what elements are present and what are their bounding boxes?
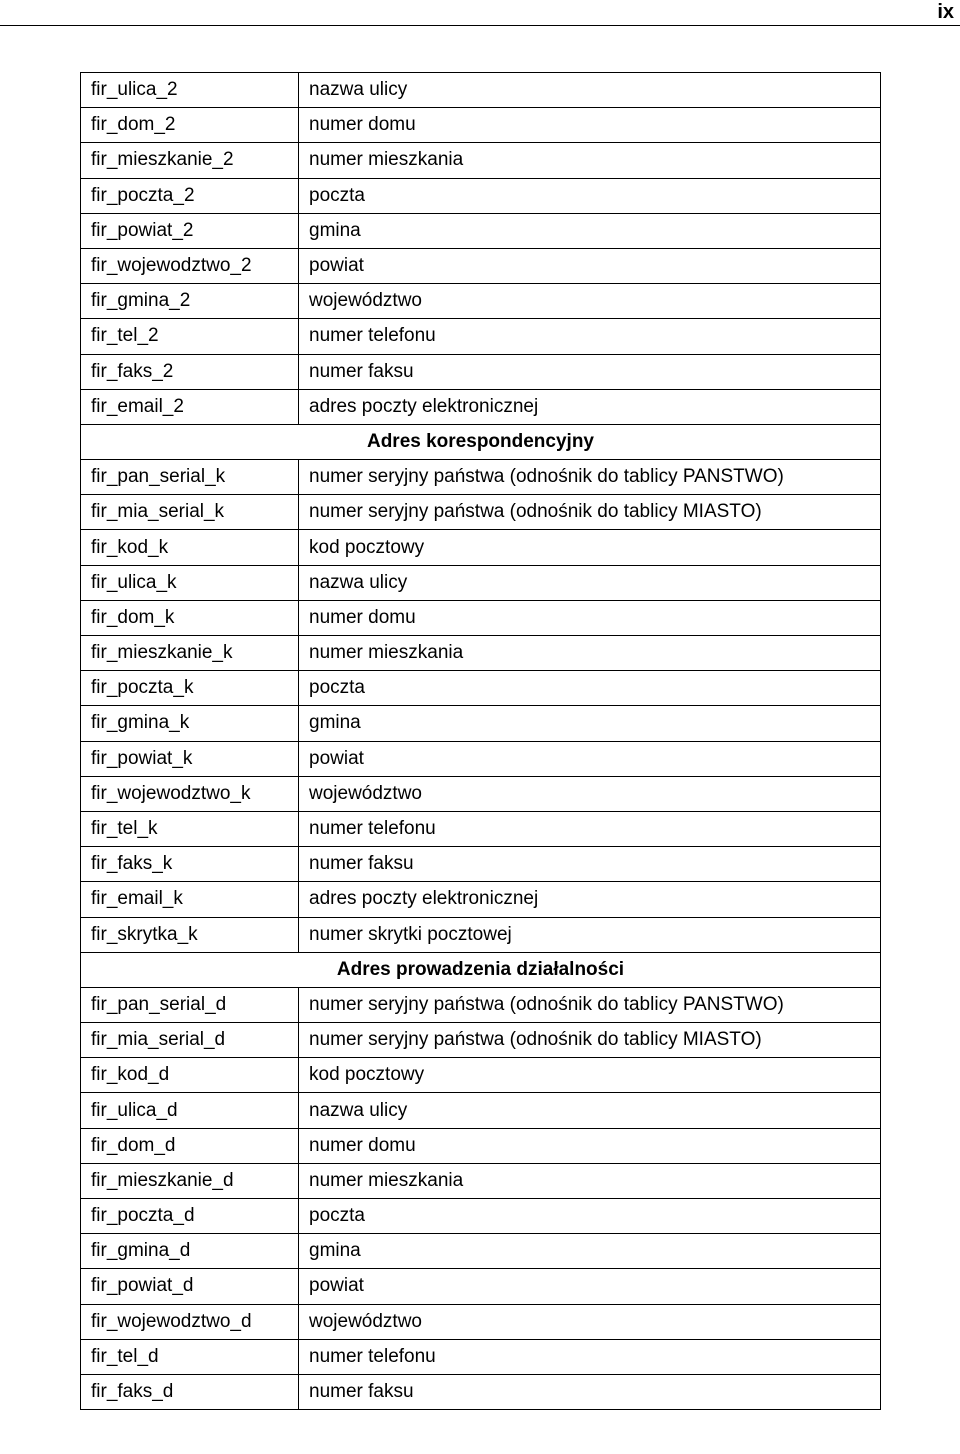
field-description-cell: nazwa ulicy bbox=[299, 73, 881, 108]
field-description-cell: adres poczty elektronicznej bbox=[299, 882, 881, 917]
field-description-cell: numer skrytki pocztowej bbox=[299, 917, 881, 952]
field-name-cell: fir_kod_k bbox=[81, 530, 299, 565]
table-row bbox=[81, 847, 881, 882]
table-row bbox=[81, 460, 881, 495]
table-row bbox=[81, 284, 881, 319]
field-name-cell: fir_mieszkanie_k bbox=[81, 636, 299, 671]
field-name-cell: fir_dom_2 bbox=[81, 108, 299, 143]
field-description-cell: numer seryjny państwa (odnośnik do tablicy MIASTO) bbox=[299, 1023, 881, 1058]
field-name-cell: fir_tel_d bbox=[81, 1339, 299, 1374]
field-description-cell: numer domu bbox=[299, 1128, 881, 1163]
field-description-cell: numer mieszkania bbox=[299, 636, 881, 671]
table-row bbox=[81, 565, 881, 600]
table-row bbox=[81, 213, 881, 248]
field-description-cell: numer seryjny państwa (odnośnik do tablicy PANSTWO) bbox=[299, 987, 881, 1022]
table-row bbox=[81, 671, 881, 706]
field-description-cell: nazwa ulicy bbox=[299, 565, 881, 600]
field-description-cell: numer telefonu bbox=[299, 1339, 881, 1374]
field-name-cell: fir_pan_serial_k bbox=[81, 460, 299, 495]
field-description-cell: gmina bbox=[299, 1234, 881, 1269]
field-name-cell: fir_dom_d bbox=[81, 1128, 299, 1163]
field-name-cell: fir_poczta_d bbox=[81, 1199, 299, 1234]
table-row bbox=[81, 143, 881, 178]
field-name-cell: fir_powiat_d bbox=[81, 1269, 299, 1304]
table-row bbox=[81, 1093, 881, 1128]
field-description-cell: gmina bbox=[299, 706, 881, 741]
field-description-cell: numer domu bbox=[299, 600, 881, 635]
table-row bbox=[81, 987, 881, 1022]
field-name-cell: fir_gmina_2 bbox=[81, 284, 299, 319]
table-row bbox=[81, 706, 881, 741]
field-name-cell: fir_tel_k bbox=[81, 811, 299, 846]
field-description-cell: numer domu bbox=[299, 108, 881, 143]
field-description-cell: numer telefonu bbox=[299, 319, 881, 354]
field-description-cell: poczta bbox=[299, 671, 881, 706]
table-row bbox=[81, 600, 881, 635]
field-description-cell: powiat bbox=[299, 1269, 881, 1304]
table-row bbox=[81, 495, 881, 530]
field-name-cell: fir_faks_k bbox=[81, 847, 299, 882]
section-header-row bbox=[81, 952, 881, 987]
table-row bbox=[81, 776, 881, 811]
field-name-cell: fir_powiat_2 bbox=[81, 213, 299, 248]
table-row bbox=[81, 530, 881, 565]
table-row bbox=[81, 1023, 881, 1058]
field-description-cell: nazwa ulicy bbox=[299, 1093, 881, 1128]
field-name-cell: fir_wojewodztwo_d bbox=[81, 1304, 299, 1339]
table-row bbox=[81, 354, 881, 389]
table-row bbox=[81, 741, 881, 776]
field-description-cell: województwo bbox=[299, 284, 881, 319]
field-table-body bbox=[81, 73, 881, 1410]
table-row bbox=[81, 248, 881, 283]
field-description-cell: numer mieszkania bbox=[299, 143, 881, 178]
field-name-cell: fir_ulica_d bbox=[81, 1093, 299, 1128]
table-row bbox=[81, 882, 881, 917]
table-row bbox=[81, 1374, 881, 1409]
field-description-cell: numer seryjny państwa (odnośnik do tablicy PANSTWO) bbox=[299, 460, 881, 495]
field-description-cell: kod pocztowy bbox=[299, 1058, 881, 1093]
field-description-cell: poczta bbox=[299, 1199, 881, 1234]
table-row bbox=[81, 108, 881, 143]
field-table bbox=[80, 72, 881, 1410]
field-description-cell: powiat bbox=[299, 741, 881, 776]
table-row bbox=[81, 389, 881, 424]
table-row bbox=[81, 1199, 881, 1234]
table-row bbox=[81, 1304, 881, 1339]
field-description-cell: numer telefonu bbox=[299, 811, 881, 846]
field-name-cell: fir_wojewodztwo_k bbox=[81, 776, 299, 811]
field-name-cell: fir_skrytka_k bbox=[81, 917, 299, 952]
field-name-cell: fir_ulica_k bbox=[81, 565, 299, 600]
table-row bbox=[81, 811, 881, 846]
table-row bbox=[81, 319, 881, 354]
field-description-cell: numer faksu bbox=[299, 847, 881, 882]
field-description-cell: kod pocztowy bbox=[299, 530, 881, 565]
field-description-cell: numer faksu bbox=[299, 354, 881, 389]
field-name-cell: fir_dom_k bbox=[81, 600, 299, 635]
field-name-cell: fir_gmina_k bbox=[81, 706, 299, 741]
field-name-cell: fir_mia_serial_d bbox=[81, 1023, 299, 1058]
section-title: Adres prowadzenia działalności bbox=[81, 952, 881, 987]
field-name-cell: fir_faks_2 bbox=[81, 354, 299, 389]
table-row bbox=[81, 1058, 881, 1093]
field-description-cell: województwo bbox=[299, 1304, 881, 1339]
field-description-cell: gmina bbox=[299, 213, 881, 248]
table-row bbox=[81, 1339, 881, 1374]
table-row bbox=[81, 1128, 881, 1163]
field-name-cell: fir_faks_d bbox=[81, 1374, 299, 1409]
field-name-cell: fir_email_2 bbox=[81, 389, 299, 424]
field-name-cell: fir_poczta_k bbox=[81, 671, 299, 706]
field-description-cell: numer faksu bbox=[299, 1374, 881, 1409]
field-description-cell: adres poczty elektronicznej bbox=[299, 389, 881, 424]
field-description-cell: powiat bbox=[299, 248, 881, 283]
field-description-cell: numer mieszkania bbox=[299, 1163, 881, 1198]
table-row bbox=[81, 1234, 881, 1269]
table-row bbox=[81, 73, 881, 108]
field-name-cell: fir_mieszkanie_d bbox=[81, 1163, 299, 1198]
field-name-cell: fir_gmina_d bbox=[81, 1234, 299, 1269]
field-name-cell: fir_wojewodztwo_2 bbox=[81, 248, 299, 283]
field-name-cell: fir_tel_2 bbox=[81, 319, 299, 354]
header-rule bbox=[0, 25, 960, 26]
field-description-cell: województwo bbox=[299, 776, 881, 811]
table-row bbox=[81, 636, 881, 671]
field-name-cell: fir_pan_serial_d bbox=[81, 987, 299, 1022]
field-name-cell: fir_email_k bbox=[81, 882, 299, 917]
section-title: Adres korespondencyjny bbox=[81, 424, 881, 459]
field-description-cell: numer seryjny państwa (odnośnik do tablicy MIASTO) bbox=[299, 495, 881, 530]
table-row bbox=[81, 1163, 881, 1198]
field-name-cell: fir_mia_serial_k bbox=[81, 495, 299, 530]
section-header-row bbox=[81, 424, 881, 459]
field-name-cell: fir_ulica_2 bbox=[81, 73, 299, 108]
field-description-cell: poczta bbox=[299, 178, 881, 213]
table-row bbox=[81, 178, 881, 213]
page-number: ix bbox=[937, 1, 954, 23]
table-row bbox=[81, 1269, 881, 1304]
field-name-cell: fir_powiat_k bbox=[81, 741, 299, 776]
field-name-cell: fir_kod_d bbox=[81, 1058, 299, 1093]
field-name-cell: fir_poczta_2 bbox=[81, 178, 299, 213]
table-row bbox=[81, 917, 881, 952]
field-name-cell: fir_mieszkanie_2 bbox=[81, 143, 299, 178]
